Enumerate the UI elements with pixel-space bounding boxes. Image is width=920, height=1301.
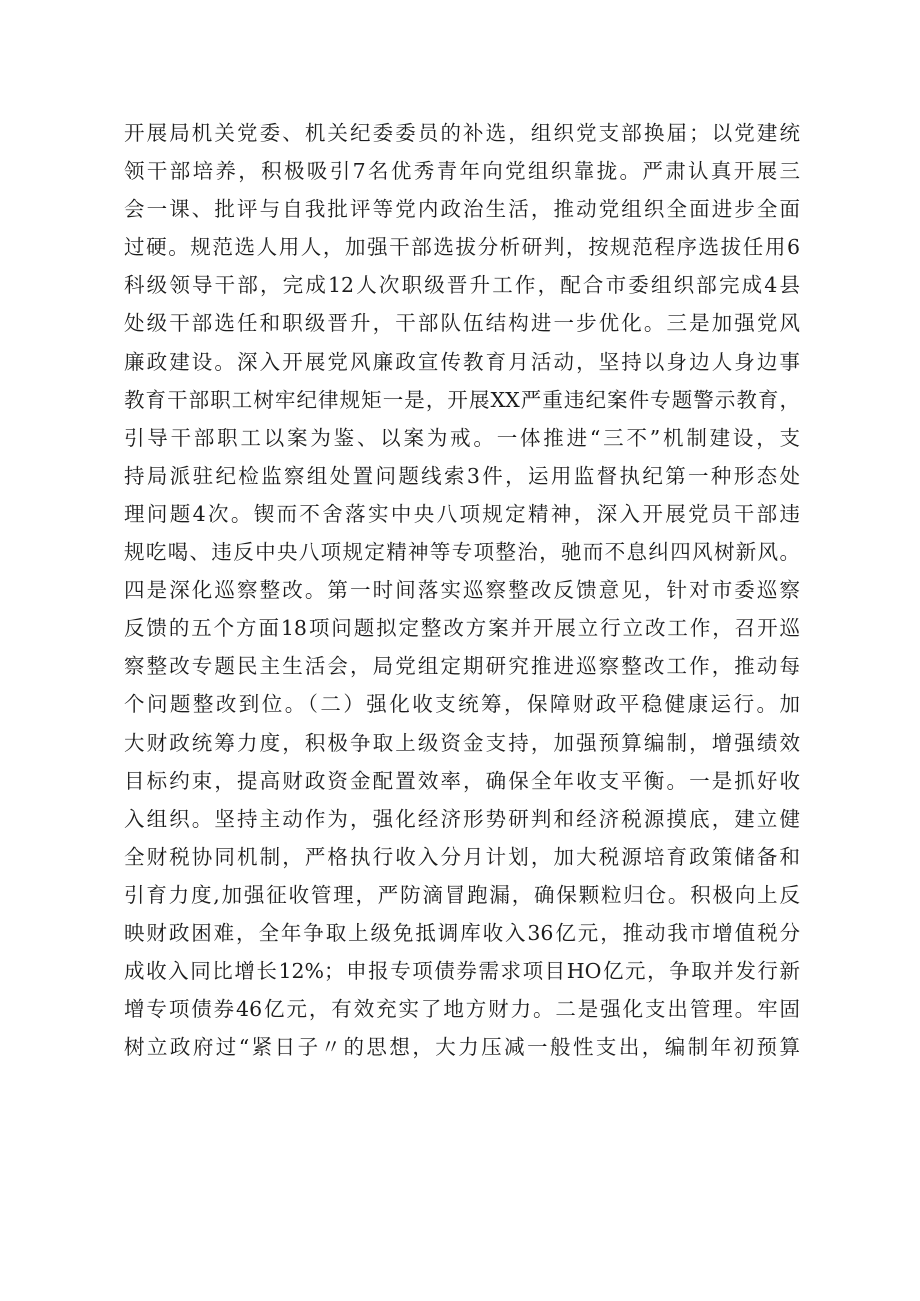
text-line: 领干部培养，积极吸引7名优秀青年向党组织靠拢。严肃认真开展三 [124,159,800,184]
text-line: 大财政统筹力度，积极争取上级资金支持，加强预算编制，增强绩效 [124,730,800,755]
text-line: 会一课、批评与自我批评等党内政治生活，推动党组织全面进步全面 [124,197,800,222]
text-line: 科级领导干部，完成12人次职级晋升工作，配合市委组织部完成4县 [124,273,800,298]
text-line: 反馈的五个方面18项问题拟定整改方案并开展立行立改工作，召开巡 [124,616,800,641]
text-line: 全财税协同机制，严格执行收入分月计划，加大税源培育政策储备和 [124,844,800,869]
text-line: 成收入同比增长12%；申报专项债券需求项目HO亿元，争取并发行新 [124,959,800,984]
text-line: 察整改专题民主生活会，局党组定期研究推进巡察整改工作，推动每 [124,654,800,679]
text-line: 引导干部职工以案为鉴、以案为戒。一体推进“三不”机制建设，支 [124,425,800,450]
text-line: 理问题4次。锲而不舍落实中央八项规定精神，深入开展党员干部违 [124,501,800,526]
text-line: 廉政建设。深入开展党风廉政宣传教育月活动，坚持以身边人身边事 [124,349,800,374]
text-line: 开展局机关党委、机关纪委委员的补选，组织党支部换届；以党建统 [124,121,800,145]
text-line: 入组织。坚持主动作为，强化经济形势研判和经济税源摸底，建立健 [124,806,800,831]
text-line: 处级干部选任和职级晋升，干部队伍结构进一步优化。三是加强党风 [124,311,800,336]
text-line: 教育干部职工树牢纪律规矩一是，开展XX严重违纪案件专题警示教育， [124,387,800,412]
text-line: 个问题整改到位。（二）强化收支统筹，保障财政平稳健康运行。加 [124,692,800,717]
body-text [124,114,800,1066]
text-line: 树立政府过“紧日子〃的思想，大力压减一般性支出，编制年初预算 [124,1035,800,1060]
text-line: 增专项债券46亿元，有效充实了地方财力。二是强化支出管理。牢固 [124,997,800,1022]
text-line: 四是深化巡察整改。第一时间落实巡察整改反馈意见，针对市委巡察 [124,578,800,603]
text-line: 目标约束，提高财政资金配置效率，确保全年收支平衡。一是抓好收 [124,768,800,793]
text-line: 映财政困难，全年争取上级免抵调库收入36亿元，推动我市增值税分 [124,920,800,945]
text-line: 持局派驻纪检监察组处置问题线索3件，运用监督执纪第一种形态处 [124,463,800,488]
text-line: 过硬。规范选人用人，加强干部选拔分析研判，按规范程序选拔任用6 [124,235,800,260]
text-line: 引育力度,加强征收管理，严防滴冒跑漏，确保颗粒归仓。积极向上反 [124,882,800,907]
text-line: 规吃喝、违反中央八项规定精神等专项整治，驰而不息纠四风树新风。 [124,540,800,565]
